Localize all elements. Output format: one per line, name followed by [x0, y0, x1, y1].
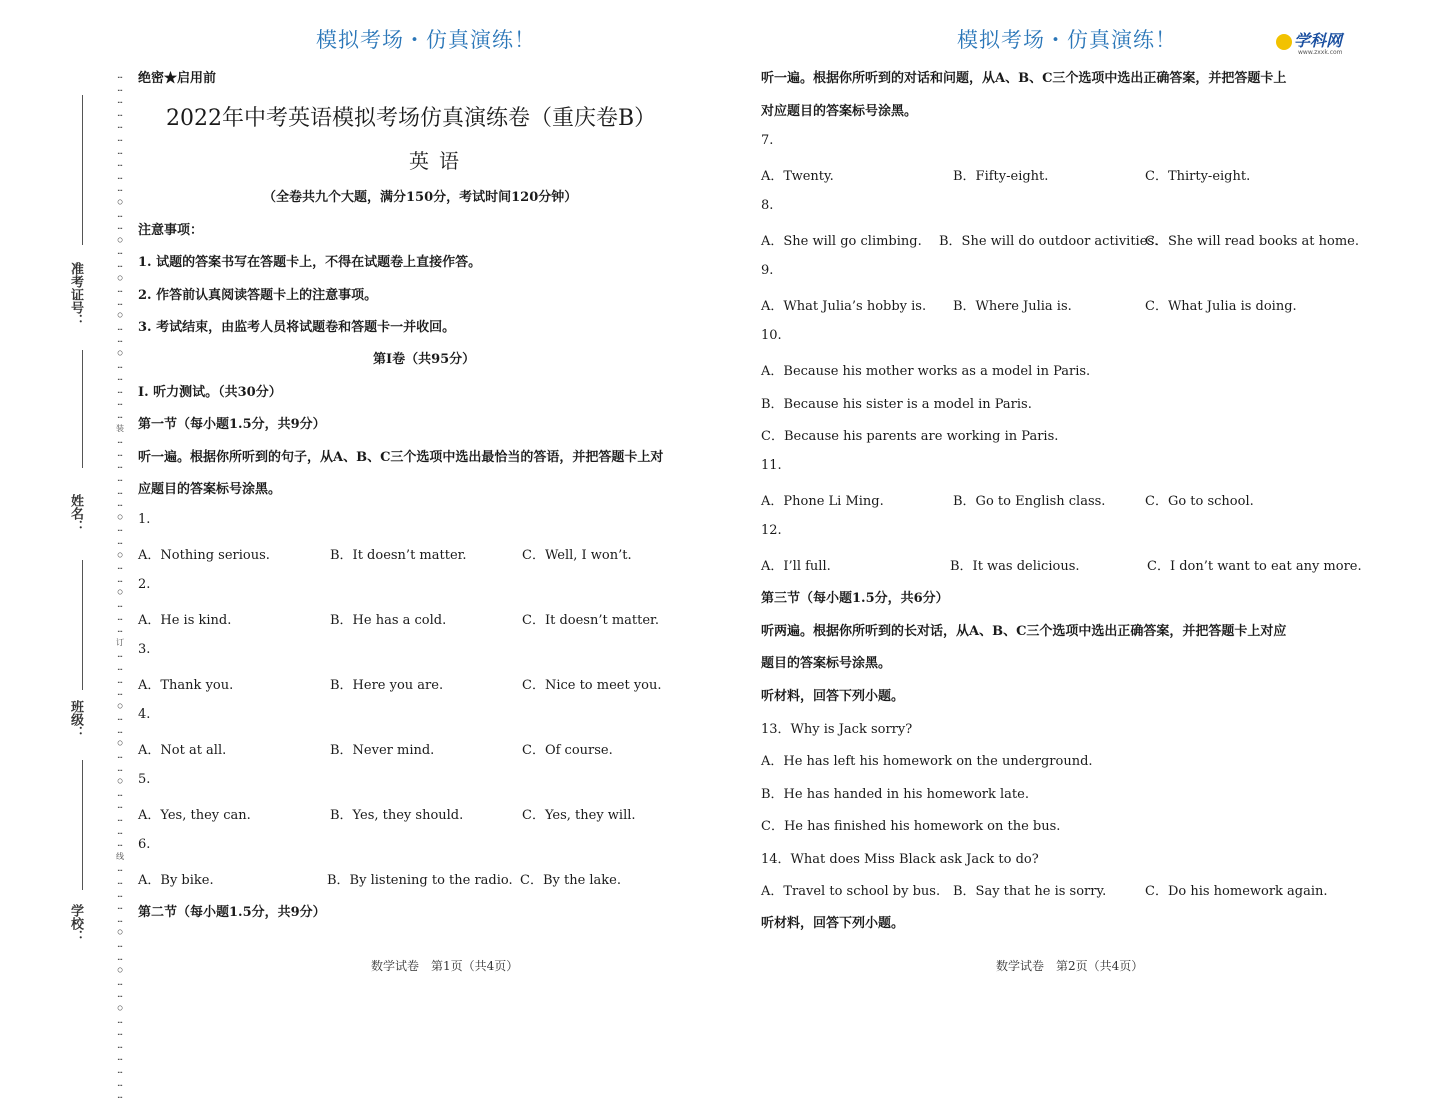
listening-heading: I. 听力测试。（共30分）: [138, 385, 282, 400]
option-b: B．Never mind.: [330, 743, 435, 758]
option-b: B．It was delicious.: [950, 559, 1080, 574]
option-a: A．Travel to school by bus.: [761, 884, 941, 899]
option-c: C．Well, I won’t.: [522, 548, 632, 563]
option-b: B．She will do outdoor activities.: [939, 234, 1159, 249]
question-number: 11.: [761, 458, 782, 473]
option-b: B．By listening to the radio.: [327, 873, 513, 888]
option-c: C．By the lake.: [520, 873, 622, 888]
option-b: B．Because his sister is a model in Paris.: [761, 397, 1032, 412]
option-c: C．Go to school.: [1145, 494, 1254, 509]
question-number: 3.: [138, 642, 151, 657]
page-footer-left: 数学试卷 第1页（共4页）: [371, 959, 519, 973]
option-a: A．Thank you.: [138, 678, 234, 693]
option-b: B．Where Julia is.: [953, 299, 1072, 314]
option-a: A．Yes, they can.: [138, 808, 251, 823]
logo-url: www.zxxk.com: [1298, 49, 1343, 56]
option-c: C．What Julia is doing.: [1145, 299, 1297, 314]
option-b: B．Here you are.: [330, 678, 444, 693]
question-number: 5.: [138, 772, 151, 787]
notice-item-3: 3. 考试结束，由监考人员将试题卷和答题卡一并收回。: [138, 320, 456, 335]
binding-xian: 线: [116, 851, 124, 861]
option-c: C．Nice to meet you.: [522, 678, 662, 693]
notice-item-2: 2. 作答前认真阅读答题卡上的注意事项。: [138, 288, 378, 303]
option-c: C．Thirty-eight.: [1145, 169, 1251, 184]
option-a: A．Phone Li Ming.: [761, 494, 884, 509]
binding-line-3: [82, 560, 83, 690]
option-b: B．Yes, they should.: [330, 808, 464, 823]
question-stem: 13．Why is Jack sorry?: [761, 722, 913, 737]
option-c: C．It doesn’t matter.: [522, 613, 659, 628]
logo: [1276, 28, 1343, 56]
option-b: B．Say that he is sorry.: [953, 884, 1107, 899]
binding-dots: … … … … … … … … … … ○ … … ○ … … ○ … … ○ … … ○ … … … … … 装 … … … … … … ○ … … ○ … … ○ … … … 订 … … … … ○ … … ○ … … ○ … … … … … 线 … … … … … ○ … … ○ … … ○ … … … … … … …: [113, 70, 127, 970]
option-c: C．I don’t want to eat any more.: [1147, 559, 1362, 574]
logo-face-icon: [1276, 34, 1292, 50]
question-number: 6.: [138, 837, 151, 852]
question-number: 2.: [138, 577, 151, 592]
label-class: 班级：: [68, 700, 83, 739]
option-a: A．He is kind.: [138, 613, 232, 628]
option-a: A．Because his mother works as a model in Paris.: [761, 364, 1091, 379]
label-exam-no: 准考证号：: [68, 262, 83, 327]
option-b: B．It doesn’t matter.: [330, 548, 467, 563]
option-a: A．She will go climbing.: [761, 234, 922, 249]
page-footer-right: 数学试卷 第2页（共4页）: [996, 959, 1144, 973]
section-3-instruction: 听两遍。根据你所听到的长对话，从A、B、C三个选项中选出正确答案，并把答题卡上对应: [761, 624, 1287, 639]
question-number: 12.: [761, 523, 782, 538]
section-3-heading: 第三节（每小题1.5分，共6分）: [761, 591, 949, 606]
binding-line-4: [82, 760, 83, 890]
question-number: 7.: [761, 133, 774, 148]
material-heading: 听材料，回答下列小题。: [761, 689, 905, 704]
part-one-heading: 第I卷（共95分）: [373, 352, 476, 367]
binding-line-2: [82, 350, 83, 468]
right-instruction-cont: 对应题目的答案标号涂黑。: [761, 104, 918, 119]
option-b: B．Fifty-eight.: [953, 169, 1049, 184]
section-3-instruction-cont: 题目的答案标号涂黑。: [761, 656, 892, 671]
option-b: B．Go to English class.: [953, 494, 1106, 509]
option-b: B．He has handed in his homework late.: [761, 787, 1029, 802]
label-school: 学校：: [68, 904, 83, 943]
logo-text: 学科网: [1294, 31, 1343, 50]
option-c: C．Yes, they will.: [522, 808, 636, 823]
option-a: A．Not at all.: [138, 743, 227, 758]
notice-title: 注意事项：: [138, 223, 204, 238]
section-2-heading: 第二节（每小题1.5分，共9分）: [138, 905, 326, 920]
option-a: A．What Julia’s hobby is.: [761, 299, 927, 314]
option-a: A．He has left his homework on the underground.: [761, 754, 1093, 769]
subject-title: 英语: [409, 149, 469, 173]
question-number: 9.: [761, 263, 774, 278]
slogan-left: 模拟考场・仿真演练！: [316, 28, 536, 52]
option-c: C．She will read books at home.: [1145, 234, 1360, 249]
option-b: B．He has a cold.: [330, 613, 447, 628]
option-a: A．By bike.: [138, 873, 214, 888]
section-1-instruction: 听一遍。根据你所听到的句子，从A、B、C三个选项中选出最恰当的答语，并把答题卡上对: [138, 450, 664, 465]
label-name: 姓名：: [68, 494, 83, 533]
exam-title: 2022年中考英语模拟考场仿真演练卷（重庆卷B）: [166, 106, 657, 131]
question-number: 8.: [761, 198, 774, 213]
option-c: C．Do his homework again.: [1145, 884, 1328, 899]
question-number: 4.: [138, 707, 151, 722]
material-heading: 听材料，回答下列小题。: [761, 916, 905, 931]
question-number: 10.: [761, 328, 782, 343]
option-a: A．I’ll full.: [761, 559, 831, 574]
exam-info: （全卷共九个大题，满分150分，考试时间120分钟）: [263, 190, 578, 205]
right-instruction: 听一遍。根据你所听到的对话和问题，从A、B、C三个选项中选出正确答案，并把答题卡上: [761, 71, 1287, 86]
option-c: C．Of course.: [522, 743, 613, 758]
question-stem: 14．What does Miss Black ask Jack to do?: [761, 852, 1039, 867]
option-c: C．Because his parents are working in Paris.: [761, 429, 1059, 444]
option-c: C．He has finished his homework on the bus.: [761, 819, 1061, 834]
option-a: A．Twenty.: [761, 169, 834, 184]
slogan-right: 模拟考场・仿真演练！: [957, 28, 1177, 52]
binding-zhuang: 装: [116, 423, 124, 433]
secret-label: 绝密★启用前: [138, 71, 217, 86]
option-a: A．Nothing serious.: [138, 548, 270, 563]
section-1-instruction-cont: 应题目的答案标号涂黑。: [138, 482, 282, 497]
question-number: 1.: [138, 512, 151, 527]
binding-ding: 订: [116, 637, 124, 647]
section-1-heading: 第一节（每小题1.5分，共9分）: [138, 417, 326, 432]
notice-item-1: 1. 试题的答案书写在答题卡上，不得在试题卷上直接作答。: [138, 255, 482, 270]
binding-line-1: [82, 95, 83, 245]
